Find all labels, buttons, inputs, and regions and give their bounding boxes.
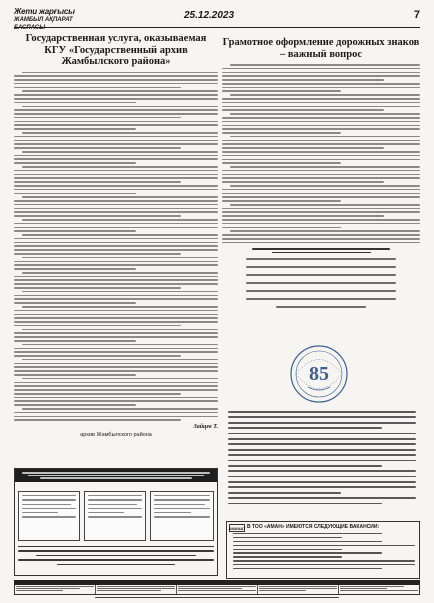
article-right — [222, 37, 420, 245]
logo-subtitle: ЖАМБЫЛ АҚПАРАТ БАСПАСЫ — [14, 17, 73, 31]
footer-publisher-info — [14, 585, 420, 595]
footer-col-responsibility — [258, 585, 339, 594]
article-left-source: архив Жамбылского района — [80, 431, 152, 438]
article-right-headline: Грамотное оформление дорожных знаков – важный вопрос — [222, 37, 420, 60]
article-left-body — [14, 72, 218, 421]
anniversary-emblem — [286, 343, 352, 405]
congratulation-text — [246, 258, 396, 308]
footer-printing-line — [14, 595, 420, 600]
amanat-logo: AMANAT — [228, 525, 246, 531]
footer-col-registration — [96, 585, 177, 594]
footer-col-circulation — [339, 585, 419, 594]
page-number: 7 — [413, 9, 420, 21]
subscription-header — [15, 469, 217, 482]
article-right-signature — [222, 248, 420, 253]
greeting-block — [228, 408, 416, 518]
vacancies-heading: В ТОО «АМАН» ИМЕЮТСЯ СЛЕДУЮЩИЕ ВАКАНСИИ: — [247, 524, 380, 530]
greeting-text — [228, 411, 416, 504]
page-footer — [14, 580, 420, 600]
footer-col-editor — [15, 585, 96, 594]
subscription-footer — [18, 546, 214, 574]
article-left — [14, 33, 218, 465]
footer-col-address — [177, 585, 258, 594]
article-right-body — [222, 64, 420, 245]
anniversary-85-logo — [286, 343, 352, 405]
logo-title: Жети жарғысы — [14, 7, 75, 16]
article-left-signature: Зайцев Т. — [193, 423, 218, 430]
emblem-number: 85 — [309, 363, 329, 385]
article-left-headline: Государственная услуга, оказываемая КГУ «Государственный архив Жамбылского района» — [25, 33, 207, 67]
price-box-organizations — [84, 491, 146, 541]
issue-date: 25.12.2023 — [184, 10, 235, 21]
price-box-individuals — [18, 491, 80, 541]
vacancies-box — [226, 521, 420, 579]
subscription-price-grid — [18, 491, 214, 543]
price-box-veterans — [150, 491, 214, 541]
newspaper-logo — [14, 7, 102, 31]
subscription-block — [14, 468, 218, 576]
congratulation-block — [222, 258, 420, 342]
masthead — [14, 6, 420, 31]
vacancies-list — [233, 533, 415, 572]
